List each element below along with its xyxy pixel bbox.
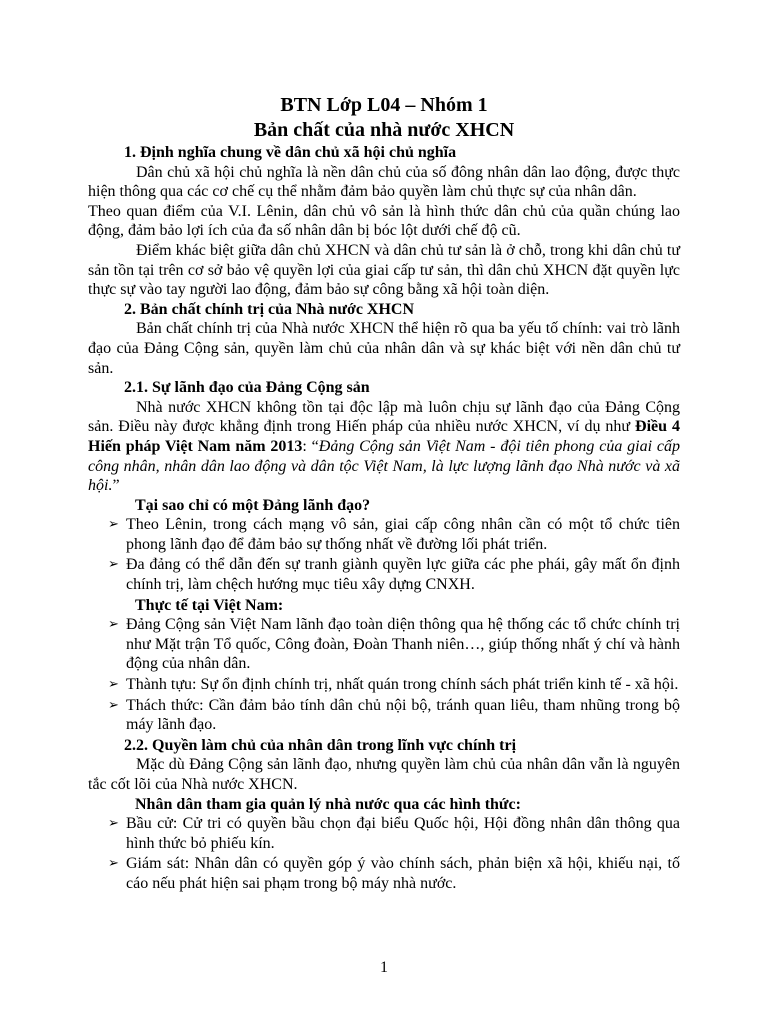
list-item — [88, 854, 680, 893]
why-one-party-list — [88, 515, 680, 594]
section-2-1-heading: 2.1. Sự lãnh đạo của Đảng Cộng sản — [124, 379, 370, 397]
people-participation-list — [88, 814, 680, 893]
arrow-bullet-icon: ➢ — [108, 816, 119, 832]
list-item-text: Giám sát: Nhân dân có quyền góp ý vào chính sách, phản biện xã hội, khiếu nại, tố cáo nếu phát hiện sai phạm trong bộ máy nhà nước. — [126, 855, 680, 892]
list-item — [88, 555, 680, 594]
section-2-2-heading: 2.2. Quyền làm chủ của nhân dân trong lĩnh vực chính trị — [124, 736, 517, 754]
section-1-heading: 1. Định nghĩa chung về dân chủ xã hội chủ nghĩa — [124, 144, 457, 161]
section-1-paragraph-1: Dân chủ xã hội chủ nghĩa là nền dân chủ của số đông nhân dân lao động, được thực hiện thông qua các cơ chế cụ thể nhằm đảm bảo quyền làm chủ thực sự của nhân dân. — [88, 163, 680, 201]
quote-open: : “ — [302, 437, 319, 455]
document-subtitle: Bản chất của nhà nước XHCN — [253, 119, 515, 141]
list-item — [88, 615, 680, 674]
arrow-bullet-icon: ➢ — [108, 557, 119, 573]
list-item-text: Thành tựu: Sự ổn định chính trị, nhất quán trong chính sách phát triển kinh tế - xã hội. — [126, 676, 679, 694]
reality-vietnam-heading: Thực tế tại Việt Nam: — [135, 596, 284, 614]
section-2-2-paragraph: Mặc dù Đảng Cộng sản lãnh đạo, nhưng quyền làm chủ của nhân dân vẫn là nguyên tắc cốt lõi của Nhà nước XHCN. — [88, 756, 680, 793]
arrow-bullet-icon: ➢ — [108, 517, 119, 533]
arrow-bullet-icon: ➢ — [108, 677, 119, 693]
arrow-bullet-icon: ➢ — [108, 617, 119, 633]
quote-close: ” — [112, 477, 120, 495]
list-item-text: Đa đảng có thể dẫn đến sự tranh giành quyền lực giữa các phe phái, gây mất ổn định chính trị, làm chệch hướng mục tiêu xây dựng CNXH. — [126, 556, 680, 594]
list-item — [88, 696, 680, 735]
list-item — [88, 814, 680, 853]
why-one-party-heading: Tại sao chỉ có một Đảng lãnh đạo? — [135, 496, 371, 514]
arrow-bullet-icon: ➢ — [108, 856, 119, 872]
list-item — [88, 515, 680, 554]
section-1-paragraph-3: Điểm khác biệt giữa dân chủ XHCN và dân chủ tư sản là ở chỗ, trong khi dân chủ tư sản tồn tại trên cơ sở bảo vệ quyền lợi của giai cấp tư sản, thì dân chủ XHCN đặt quyền lực thực sự vào tay người lao động, đảm bảo sự công bằng xã hội toàn diện. — [88, 241, 680, 299]
list-item-text: Đảng Cộng sản Việt Nam lãnh đạo toàn diện thông qua hệ thống các tổ chức chính trị như Mặt trận Tổ quốc, Công đoàn, Đoàn Thanh niên…, giúp thống nhất ý chí và hành động của nhân dân. — [126, 616, 680, 673]
constitution-quote: Đảng Cộng sản Việt Nam - đội tiên phong của giai cấp công nhân, nhân dân lao động và dân tộc Việt Nam, là lực lượng lãnh đạo Nhà nước và xã hội. — [88, 437, 680, 495]
arrow-bullet-icon: ➢ — [108, 697, 119, 713]
document-title: BTN Lớp L04 – Nhóm 1 — [280, 94, 488, 116]
list-item-text: Theo Lênin, trong cách mạng vô sản, giai cấp công nhân cần có một tổ chức tiên phong lãnh đạo để đảm bảo sự thống nhất về đường lối phát triển. — [126, 516, 680, 553]
section-2-1-paragraph — [88, 398, 680, 496]
section-1-paragraph-2: Theo quan điểm của V.I. Lênin, dân chủ vô sản là hình thức dân chủ của quần chúng lao động, đảm bảo lợi ích của đa số nhân dân bị bóc lột dưới chế độ cũ. — [88, 202, 680, 240]
section-2-1-text: Nhà nước XHCN không tồn tại độc lập mà luôn chịu sự lãnh đạo của Đảng Cộng sản. Điều này được khẳng định trong Hiến pháp của nhiều nước XHCN, ví dụ như — [88, 398, 680, 436]
section-2-heading: 2. Bản chất chính trị của Nhà nước XHCN — [124, 300, 415, 318]
people-participation-heading: Nhân dân tham gia quản lý nhà nước qua các hình thức: — [135, 795, 521, 813]
list-item-text: Bầu cử: Cử tri có quyền bầu chọn đại biểu Quốc hội, Hội đồng nhân dân thông qua hình thức bỏ phiếu kín. — [126, 815, 680, 852]
constitution-article-reference: Điều 4 Hiến pháp Việt Nam năm 2013 — [88, 418, 681, 455]
list-item — [88, 675, 680, 695]
section-2-paragraph-1: Bản chất chính trị của Nhà nước XHCN thể hiện rõ qua ba yếu tố chính: vai trò lãnh đạo của Đảng Cộng sản, quyền làm chủ của nhân dân và sự khác biệt với nền dân chủ tư sản. — [88, 320, 680, 377]
list-item-text: Thách thức: Cần đảm bảo tính dân chủ nội bộ, tránh quan liêu, tham nhũng trong bộ máy lãnh đạo. — [126, 696, 680, 734]
reality-vietnam-list — [88, 615, 680, 735]
page-number: 1 — [380, 959, 388, 976]
